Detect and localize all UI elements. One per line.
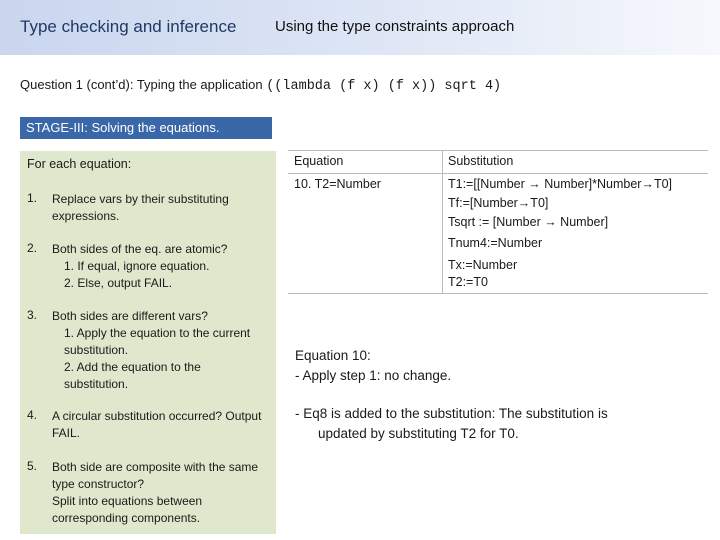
substitution-row: Tnum4:=Number xyxy=(448,236,543,250)
substitution-row: T1:=[[Number → Number]*Number→T0] xyxy=(448,177,673,191)
explanation-line: - Apply step 1: no change. xyxy=(295,368,452,383)
column-header-equation: Equation xyxy=(294,154,344,168)
substitution-row: Tf:=[Number→T0] xyxy=(448,196,549,210)
substitution-row: Tsqrt := [Number → Number] xyxy=(448,215,609,229)
stage-banner xyxy=(20,117,272,139)
step-text: Both side are composite with the same type constructor? xyxy=(52,460,259,491)
step-text: Replace vars by their substituting expressions. xyxy=(52,192,229,223)
explanation-line: updated by substituting T2 for T0. xyxy=(318,426,519,441)
step-number: 3. xyxy=(27,308,38,322)
step-extra: Split into equations between corresponding components. xyxy=(52,494,203,525)
step-text: A circular substitution occurred? Output FAIL. xyxy=(52,409,262,440)
explanation-line: - Eq8 is added to the substitution: The substitution is xyxy=(295,406,608,421)
step-number: 4. xyxy=(27,408,38,422)
substitution-row: T2:=T0 xyxy=(448,275,488,289)
question-code: ((lambda (f x) (f x)) sqrt 4) xyxy=(266,79,502,94)
stage-label: STAGE-III: xyxy=(26,120,88,135)
explanation-title: Equation 10: xyxy=(295,348,371,363)
slide-subtitle: Using the type constraints approach xyxy=(275,18,515,35)
substitution-table xyxy=(288,150,708,294)
step-text: Both sides of the eq. are atomic? xyxy=(52,242,228,256)
step-sub-item: 1. Apply the equation to the current substitution. xyxy=(64,326,251,357)
step-sub-item: 2. Else, output FAIL. xyxy=(64,276,173,290)
steps-intro: For each equation: xyxy=(27,157,132,171)
step-number: 1. xyxy=(27,191,38,205)
step-sub-item: 1. If equal, ignore equation. xyxy=(64,259,210,273)
table-header-rule xyxy=(288,173,708,174)
step-sub-item: 2. Add the equation to the substitution. xyxy=(64,360,201,391)
stage-text: Solving the equations. xyxy=(91,120,220,135)
slide-header xyxy=(0,0,720,55)
step-number: 5. xyxy=(27,459,38,473)
step-text: Both sides are different vars? xyxy=(52,309,208,323)
equation-cell: 10. T2=Number xyxy=(294,177,381,191)
question-prefix: Question 1 (cont’d): Typing the application xyxy=(20,77,263,92)
step-number: 2. xyxy=(27,241,38,255)
column-header-substitution: Substitution xyxy=(448,154,514,168)
slide-title: Type checking and inference xyxy=(20,17,237,36)
question-line xyxy=(20,77,501,94)
substitution-row: Tx:=Number xyxy=(448,258,518,272)
